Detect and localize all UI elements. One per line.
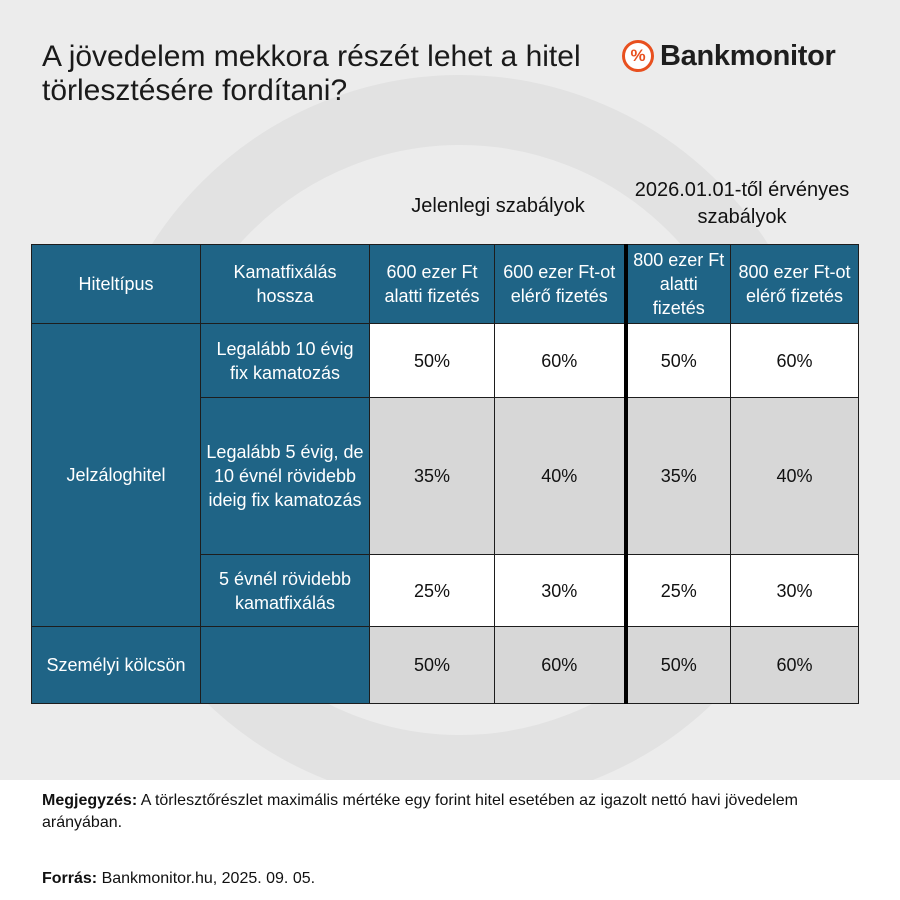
table-row <box>32 627 859 704</box>
value-cell: 40% <box>731 398 859 555</box>
value-cell: 30% <box>495 555 626 627</box>
value-cell: 25% <box>370 555 495 627</box>
logo-text: Bankmonitor <box>660 39 836 72</box>
source-line <box>42 868 315 890</box>
value-cell: 60% <box>731 324 859 398</box>
footnote <box>42 790 862 834</box>
value-cell: 60% <box>495 627 626 704</box>
header-col-3: 800 ezer Ft alatti fizetés <box>626 245 731 324</box>
table-header-row <box>32 245 859 324</box>
fixation-cell <box>201 627 370 704</box>
row-label-personal-loan: Személyi kölcsön <box>32 627 201 704</box>
footnote-label: Megjegyzés: <box>42 792 138 809</box>
header-col-4: 800 ezer Ft-ot elérő fizetés <box>731 245 859 324</box>
table-row <box>32 324 859 398</box>
value-cell: 25% <box>626 555 731 627</box>
header-col-2: 600 ezer Ft-ot elérő fizetés <box>495 245 626 324</box>
fixation-cell: Legalább 10 évig fix kamatozás <box>201 324 370 398</box>
percent-icon: % <box>622 40 654 72</box>
value-cell: 50% <box>370 324 495 398</box>
value-cell: 30% <box>731 555 859 627</box>
footnote-text: A törlesztőrészlet maximális mértéke egy forint hitel esetében az igazolt nettó havi jövedelem arányában. <box>42 792 798 831</box>
value-cell: 35% <box>626 398 731 555</box>
source-label: Forrás: <box>42 870 98 887</box>
value-cell: 60% <box>495 324 626 398</box>
group-future-rules: 2026.01.01-től érvényes szabályok <box>634 179 850 228</box>
fixation-cell: Legalább 5 évig, de 10 évnél rövidebb ideig fix kamatozás <box>201 398 370 555</box>
value-cell: 50% <box>370 627 495 704</box>
row-label-mortgage: Jelzáloghitel <box>32 324 201 627</box>
header-fixation: Kamatfixálás hossza <box>201 245 370 324</box>
value-cell: 35% <box>370 398 495 555</box>
header-loan-type: Hiteltípus <box>32 245 201 324</box>
source-text: Bankmonitor.hu, 2025. 09. 05. <box>101 870 316 887</box>
value-cell: 40% <box>495 398 626 555</box>
value-cell: 50% <box>626 627 731 704</box>
group-current-rules: Jelenlegi szabályok <box>411 195 585 217</box>
value-cell: 60% <box>731 627 859 704</box>
page-title: A jövedelem mekkora részét lehet a hitel törlesztésére fordítani? <box>42 40 581 107</box>
header-col-1: 600 ezer Ft alatti fizetés <box>370 245 495 324</box>
fixation-cell: 5 évnél rövidebb kamatfixálás <box>201 555 370 627</box>
rules-table <box>31 244 859 704</box>
value-cell: 50% <box>626 324 731 398</box>
bankmonitor-logo <box>622 36 836 76</box>
